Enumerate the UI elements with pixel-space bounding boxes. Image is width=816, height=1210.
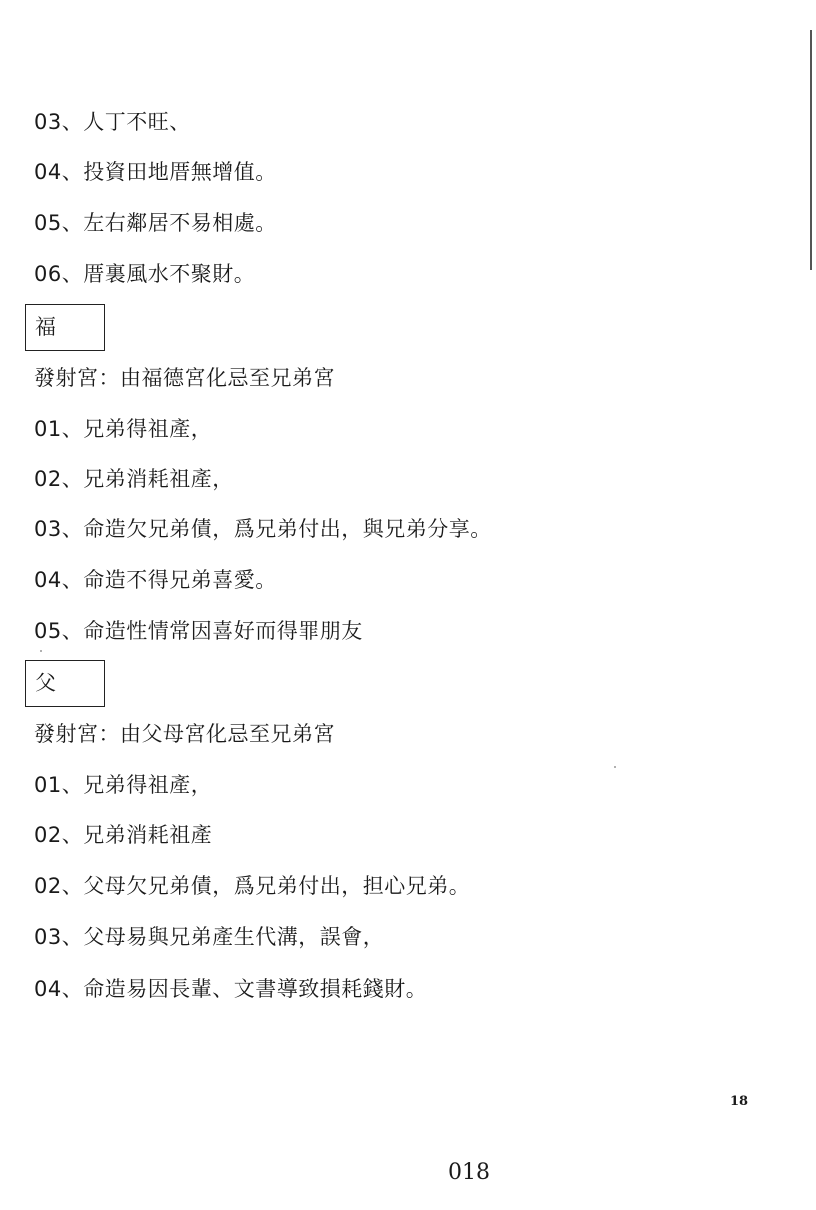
list-item: 01、兄弟得祖產， (34, 417, 213, 441)
list-item: 06、厝裏風水不聚財。 (34, 262, 256, 286)
list-item: 04、命造易因長輩、文書導致損耗錢財。 (34, 977, 428, 1001)
list-item: 01、兄弟得祖產， (34, 773, 213, 797)
list-item: 02、兄弟消耗祖產， (34, 467, 234, 491)
list-item: 02、父母欠兄弟債，爲兄弟付出，担心兄弟。 (34, 874, 471, 898)
scan-speck (614, 766, 616, 768)
list-item: 04、命造不得兄弟喜愛。 (34, 568, 277, 592)
page-number-small: 18 (730, 1094, 749, 1109)
list-item: 03、父母易與兄弟產生代溝，誤會， (34, 925, 385, 949)
section-label-fu: 福 (35, 315, 56, 339)
list-item: 02、兄弟消耗祖產 (34, 823, 213, 847)
section-heading-fu: 發射宮：由福德宮化忌至兄弟宮 (34, 366, 335, 390)
scan-speck (40, 650, 42, 652)
list-item: 05、命造性情常因喜好而得罪朋友 (34, 619, 363, 643)
section-label-father: 父 (35, 671, 56, 695)
list-item: 03、命造欠兄弟債，爲兄弟付出，與兄弟分享。 (34, 517, 492, 541)
section-label-box-fu (25, 304, 105, 351)
section-label-box-father (25, 660, 105, 707)
list-item: 03、人丁不旺、 (34, 110, 191, 134)
list-item: 05、左右鄰居不易相處。 (34, 211, 277, 235)
list-item: 04、投資田地厝無增值。 (34, 160, 277, 184)
page-number-footer: 018 (448, 1160, 490, 1185)
scan-edge-mark (810, 30, 812, 270)
section-heading-father: 發射宮：由父母宮化忌至兄弟宮 (34, 722, 335, 746)
